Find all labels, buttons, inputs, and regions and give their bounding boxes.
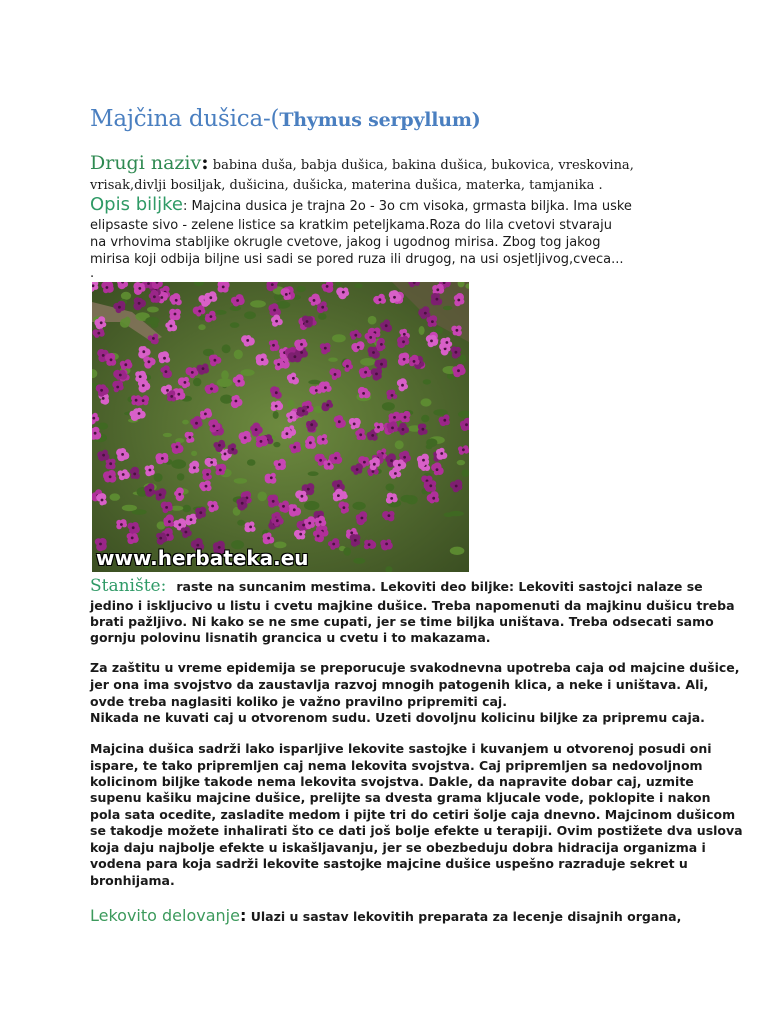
opis-line-5: . (90, 266, 95, 281)
leaf-shape (318, 313, 327, 320)
leaf-shape (171, 459, 186, 469)
flower-blossom (218, 282, 230, 293)
flower-blossom (458, 445, 469, 455)
flower-blossom (169, 309, 181, 321)
lekovito-text: Ulazi u sastav lekovitih preparata za lecenje disajnih organa, (246, 909, 682, 924)
leaf-shape (273, 411, 279, 419)
flower-blossom (131, 395, 142, 406)
paragraph3-line-7: koja daju najbolje efekte u iskašljavanju, jer se obezbeduju dobra hidracija organizma i (90, 840, 706, 855)
leaf-shape (237, 520, 245, 526)
leaf-shape (382, 402, 395, 411)
leaf-shape (273, 442, 280, 447)
paragraph2-line-3: ovde treba naglasiti koliko je važno pravilno pripremiti caj. (90, 694, 507, 709)
leaf-shape (353, 558, 365, 564)
leaf-shape (308, 380, 320, 385)
leaf-shape (386, 484, 395, 492)
leaf-shape (368, 316, 377, 325)
staniste-line-3: brati pažljivo. Ni kako se ne sme cupati, jer se time biljka uništava. Treba odsecati samo (90, 614, 714, 629)
paragraph3-line-2: ispare, te tako pripremljen caj nema lekovita svojstva. Caj pripremljen sa nedovoljnom (90, 758, 703, 773)
staniste-line-2: jedino i iskljucivo u listu i cvetu majkine dušice. Treba napomenuti da majkinu dušicu treba (90, 598, 735, 613)
flower-blossom (195, 507, 206, 519)
title-main: Majčina dušica-( (90, 106, 280, 132)
paragraph3-line-5: pola sata ocedite, zasladite medom i pijte tri do cetiri šolje caja dnevno. Majcinom dušicom (90, 807, 736, 822)
opis-line-3: na vrhovima stabljike okrugle cvetove, jakog i ugodnog mirisa. Zbog tog jakog (90, 235, 601, 250)
flower-blossom (244, 521, 255, 532)
leaf-shape (247, 459, 256, 466)
paragraph3-line-1: Majcina dušica sadrži lako isparljive lekovite sastojke i kuvanjem u otvorenoj posudi oni (90, 741, 712, 756)
leaf-shape (147, 307, 159, 313)
paragraph3-line-9: bronhijama. (90, 873, 175, 888)
thyme-flower-photo (92, 282, 469, 572)
drugi-naziv-heading: Drugi naziv: (90, 150, 209, 174)
paragraph2-line-4: Nikada ne kuvati caj u otvorenom sudu. Uzeti dovoljnu kolicinu biljke za pripremu caja. (90, 710, 705, 725)
leaf-shape (98, 423, 108, 430)
leaf-shape (182, 505, 191, 513)
leaf-shape (234, 350, 243, 360)
leaf-shape (421, 415, 429, 423)
leaf-shape (220, 395, 233, 404)
opis-text-1: : Majcina dusica je trajna 2o - 3o cm visoka, grmasta biljka. Ima uske (182, 199, 632, 214)
leaf-shape (288, 400, 295, 409)
leaf-shape (401, 495, 414, 503)
leaf-shape (308, 471, 319, 476)
page-title (90, 106, 481, 132)
flower-blossom (267, 495, 279, 508)
leaf-shape (360, 358, 375, 366)
title-latin-name: Thymus serpyllum) (279, 109, 481, 131)
staniste-line-1 (90, 576, 703, 596)
flower-blossom (155, 453, 168, 464)
leaf-shape (198, 324, 205, 330)
flower-blossom (106, 459, 116, 470)
drugi-naziv-line-2: vrisak,divlji bosiljak, dušicina, dušicka, materina dušica, materka, tamjanika . (90, 178, 603, 193)
leaf-shape (154, 473, 163, 482)
leaf-shape (191, 451, 197, 456)
leaf-shape (450, 547, 465, 555)
drugi-naziv-line-1 (90, 150, 634, 174)
staniste-text-1: raste na suncanim mestima. Lekoviti deo biljke: Lekoviti sastojci nalaze se (176, 579, 703, 594)
opis-heading: Opis biljke (90, 194, 183, 215)
paragraph3-line-6: se takodje možete inhalirati što ce dati još bolje efekte u terapiji. Ovim postižete dva uslova (90, 823, 743, 838)
leaf-shape (274, 294, 283, 301)
leaf-shape (457, 460, 465, 465)
leaf-shape (177, 473, 185, 480)
leaf-shape (234, 478, 247, 484)
leaf-shape (145, 317, 159, 325)
leaf-shape (332, 334, 346, 342)
paragraph2-line-1: Za zaštitu u vreme epidemija se preporucuje svakodnevna upotreba caja od majcine dušice, (90, 660, 740, 675)
leaf-shape (421, 398, 432, 406)
leaf-shape (449, 511, 464, 516)
leaf-shape (462, 469, 469, 477)
leaf-shape (182, 420, 189, 425)
leaf-shape (250, 300, 266, 307)
staniste-line-4: gornju polovinu lisnatih grancica u cvetu i to makazama. (90, 630, 491, 645)
leaf-shape (443, 306, 453, 310)
opis-line-4: mirisa koji odbija biljne usi sadi se pored ruza ili drugog, na usi osjetljivog,cveca... (90, 252, 624, 267)
leaf-shape (240, 369, 254, 376)
paragraph3-line-3: kolicinom biljke takode nema lekovita svojstva. Dakle, da napravite dobar caj, uzmite (90, 774, 694, 789)
leaf-shape (163, 433, 172, 437)
leaf-shape (244, 311, 256, 319)
drugi-naziv-text-1: babina duša, babja dušica, bakina dušica, bukovica, vreskovina, (208, 158, 634, 173)
leaf-shape (304, 501, 320, 510)
paragraph3-line-8: vodena para koja sadrži lekovite sastojke majcine dušice uspešno razraduje sekret u (90, 856, 688, 871)
flower-blossom (386, 493, 398, 504)
opis-line-2: elipsaste sivo - zelene listice sa kratkim peteljkama.Roza do lila cvetovi stvaraju (90, 218, 612, 233)
paragraph2-line-2: jer ona ima svojstvo da zaustavlja razvoj mnogih patogenih klica, a neke i uništava. Ali, (90, 677, 709, 692)
opis-line-1 (90, 194, 632, 215)
leaf-shape (426, 438, 437, 447)
thyme-flowers-image (92, 282, 469, 572)
leaf-shape (222, 344, 231, 353)
flower-blossom (145, 465, 155, 477)
leaf-shape (354, 284, 362, 289)
leaf-shape (343, 547, 351, 556)
leaf-shape (328, 358, 338, 362)
leaf-shape (423, 379, 431, 384)
leaf-shape (419, 326, 425, 335)
lekovito-line (90, 906, 681, 925)
leaf-shape (395, 440, 404, 449)
staniste-heading: Stanište: (90, 576, 167, 596)
flower-blossom (380, 539, 393, 550)
lekovito-heading: Lekovito delovanje: (90, 906, 247, 925)
leaf-shape (460, 354, 467, 363)
leaf-shape (121, 292, 131, 300)
flower-blossom (265, 473, 277, 484)
leaf-shape (297, 286, 306, 292)
leaf-shape (217, 378, 233, 387)
leaf-shape (214, 310, 227, 315)
flower-blossom (288, 351, 302, 362)
leaf-shape (122, 505, 137, 511)
flower-blossom (309, 385, 322, 394)
leaf-shape (110, 493, 121, 500)
leaf-shape (352, 502, 365, 510)
leaf-shape (230, 322, 240, 328)
leaf-shape (124, 317, 130, 325)
photo-watermark: www.herbateka.eu (96, 546, 309, 570)
leaf-shape (193, 378, 201, 386)
leaf-shape (258, 492, 267, 502)
paragraph3-line-4: supenu kašiku majcine dušice, prelijte sa dvesta grama kljucale vode, poklopite i nakon (90, 790, 711, 805)
